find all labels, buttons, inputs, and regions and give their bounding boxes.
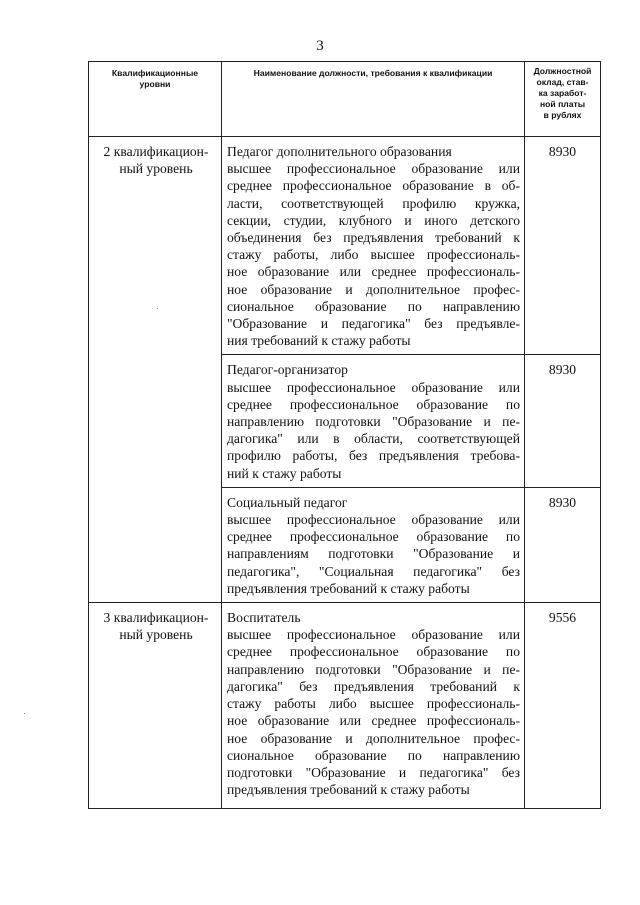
header-salary-line: в рублях	[543, 110, 582, 120]
requirement-line: высшее профессиональное образование или	[227, 512, 520, 528]
page-number: 3	[316, 38, 324, 54]
header-salary-line: ка заработ-	[538, 88, 587, 98]
level-line: ный уровень	[119, 627, 193, 643]
requirement-line: среднее профессиональное образование по	[227, 644, 520, 660]
requirement-line: "Образование и педагогика" без предъявле-	[227, 316, 520, 332]
requirement-line: объединения без предъявления требований к	[227, 230, 520, 246]
requirement-line: ное образование или среднее профессиональ-	[227, 713, 520, 729]
scan-speck	[24, 713, 25, 714]
requirement-line: стажу работы, либо высшее профессиональ-	[227, 247, 520, 263]
salary-cell: 8930	[525, 355, 601, 487]
table-row	[89, 603, 601, 809]
requirement-line: подготовки "Образование и педагогика" без	[227, 764, 520, 780]
position-requirements-cell	[222, 355, 525, 487]
level-line: 3 квалификацион-	[103, 610, 209, 626]
position-title: Педагог дополнительного образования	[227, 144, 452, 159]
table-header-row	[89, 62, 601, 137]
requirement-line: ное образование и дополнительное профес-	[227, 730, 520, 746]
requirement-line: среднее профессиональное образование по	[227, 396, 520, 412]
header-position-requirements: Наименование должности, требования к квалификации	[222, 62, 525, 137]
salary-cell: 8930	[525, 487, 601, 602]
requirement-line: секции, студии, клубного и иного детского	[227, 212, 520, 228]
qualification-level-cell	[89, 137, 222, 603]
position-title: Социальный педагог	[227, 494, 348, 510]
header-qualification-levels	[89, 62, 222, 137]
qualification-level-cell	[89, 603, 222, 809]
level-line: ный уровень	[119, 161, 193, 177]
requirement-line: ное образование и дополнительное профес-	[227, 281, 520, 297]
requirement-line: дагогика" без предъявления требований к	[227, 678, 520, 694]
header-salary-line: оклад, став-	[536, 77, 589, 87]
requirement-line: стажу работы либо высшее профессиональ-	[227, 696, 520, 712]
requirement-line: сиональное образование по направлению	[227, 747, 520, 763]
requirement-line: профилю работы, без предъявления требова-	[227, 448, 520, 464]
requirement-line: направлениям подготовки "Образование и	[227, 546, 520, 562]
scan-speck	[157, 308, 158, 309]
header-salary-line: Должностной	[533, 66, 592, 76]
position-title: Педагог-организатор	[227, 362, 348, 378]
requirement-line: среднее профессиональное образование в об-	[227, 178, 520, 194]
header-level-text: Квалификационные уровни	[111, 68, 199, 89]
requirement-line: ное образование или среднее профессиональ-	[227, 264, 520, 280]
header-salary-line: ной платы	[539, 99, 586, 109]
salary-cell: 9556	[525, 603, 601, 809]
level-line: 2 квалификацион-	[103, 144, 209, 159]
qualification-table	[88, 61, 601, 809]
requirement-line: среднее профессиональное образование по	[227, 529, 520, 545]
requirement-line: направлению подготовки "Образование и пе-	[227, 661, 520, 677]
position-title: Воспитатель	[227, 610, 301, 626]
requirement-line: ния требований к стажу работы	[227, 333, 411, 349]
position-requirements-cell	[222, 603, 525, 809]
requirement-line: педагогика", "Социальная педагогика" без	[227, 563, 520, 579]
requirement-line: ласти, соответствующей профилю кружка,	[227, 195, 520, 211]
requirement-line: предъявления требований к стажу работы	[227, 580, 470, 596]
position-requirements-cell	[222, 487, 525, 602]
position-requirements-cell	[222, 137, 525, 355]
requirement-line: дагогика" или в области, соответствующей	[227, 431, 520, 447]
requirement-line: сиональное образование по направлению	[227, 298, 520, 314]
requirement-line: высшее профессиональное образование или	[227, 161, 520, 177]
header-salary	[525, 62, 601, 137]
requirement-line: высшее профессиональное образование или	[227, 627, 520, 643]
requirement-line: предъявления требований к стажу работы	[227, 782, 470, 798]
salary-cell: 8930	[525, 137, 601, 355]
requirement-line: высшее профессиональное образование или	[227, 379, 520, 395]
requirement-line: направлению подготовки "Образование и пе-	[227, 414, 520, 430]
requirement-line: ний к стажу работы	[227, 465, 342, 481]
table-row	[89, 137, 601, 355]
